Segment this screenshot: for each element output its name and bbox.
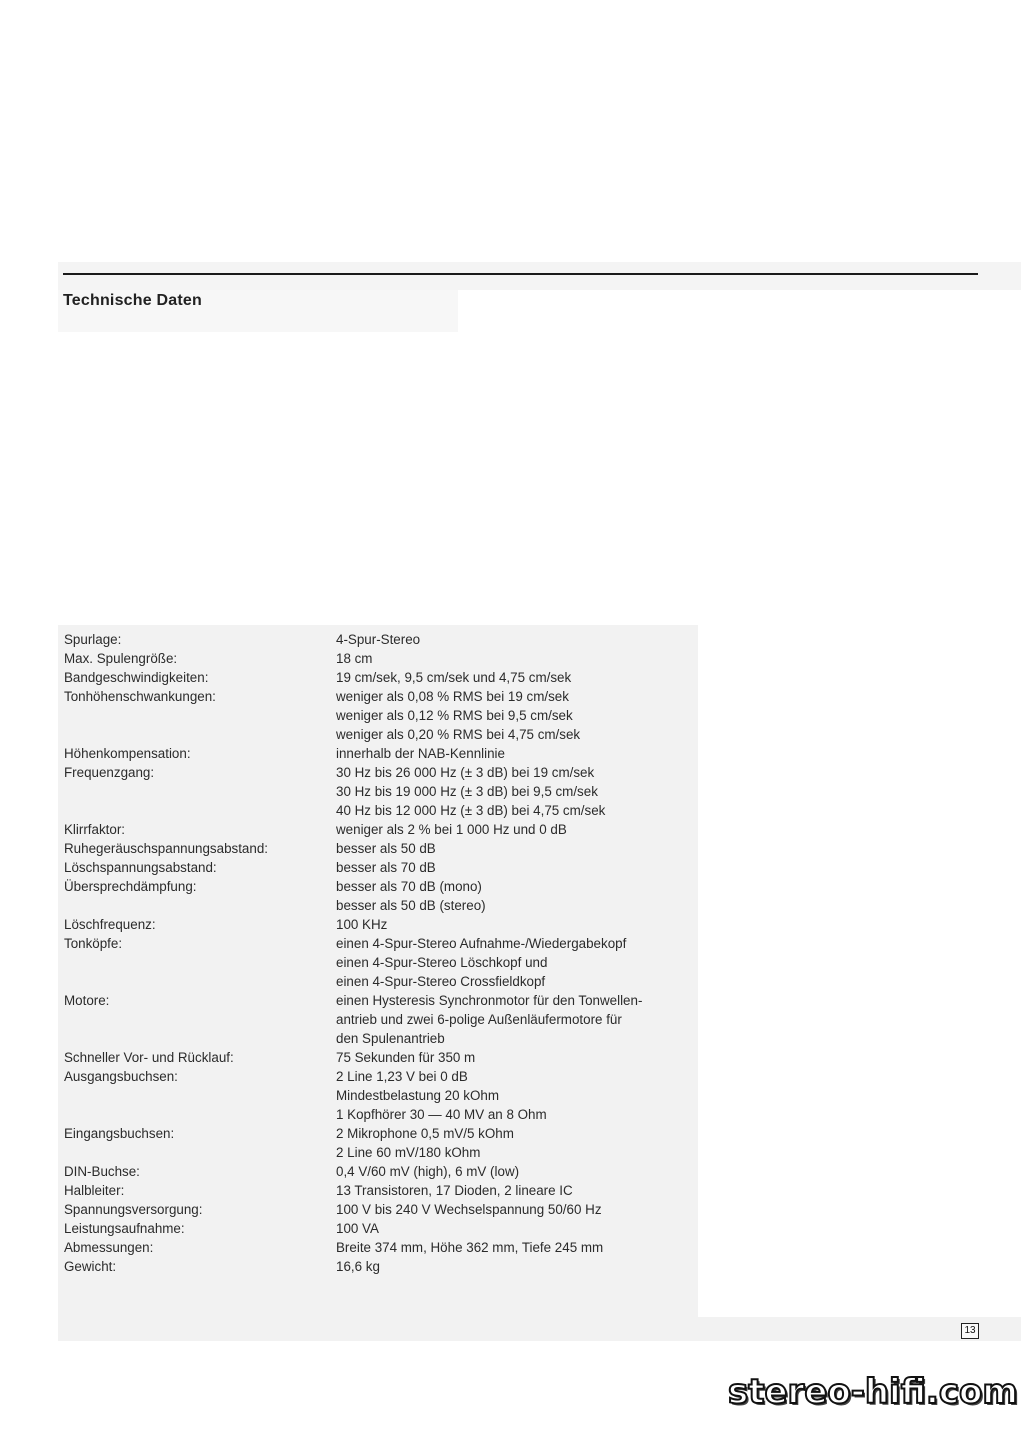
spec-label: Tonköpfe: <box>64 936 123 951</box>
spec-value: besser als 70 dB <box>336 860 436 875</box>
spec-values <box>336 1181 694 1200</box>
spec-values <box>336 858 694 877</box>
spec-values <box>336 877 694 915</box>
spec-value: besser als 50 dB (stereo) <box>336 898 486 913</box>
page-number: 13 <box>961 1323 979 1339</box>
spec-value: 2 Line 60 mV/180 kOhm <box>336 1145 481 1160</box>
spec-value: einen 4-Spur-Stereo Crossfieldkopf <box>336 974 546 989</box>
spec-label: Ruhegeräuschspannungsabstand: <box>64 841 268 856</box>
spec-label: Gewicht: <box>64 1259 117 1274</box>
spec-value: einen 4-Spur-Stereo Aufnahme-/Wiedergabekopf <box>336 936 627 951</box>
spec-row <box>64 649 694 668</box>
spec-value: weniger als 0,12 % RMS bei 9,5 cm/sek <box>336 708 573 723</box>
spec-label: Leistungsaufnahme: <box>64 1221 185 1236</box>
spec-label: Max. Spulengröße: <box>64 651 178 666</box>
spec-values <box>336 1048 694 1067</box>
spec-row <box>64 1124 694 1162</box>
spec-row <box>64 915 694 934</box>
page-title: Technische Daten <box>63 292 202 309</box>
spec-value: einen 4-Spur-Stereo Löschkopf und <box>336 955 548 970</box>
spec-label: Spannungsversorgung: <box>64 1202 203 1217</box>
spec-label: Spurlage: <box>64 632 122 647</box>
spec-label: Halbleiter: <box>64 1183 125 1198</box>
spec-values <box>336 1162 694 1181</box>
spec-values <box>336 1124 694 1162</box>
spec-value: weniger als 2 % bei 1 000 Hz und 0 dB <box>336 822 567 837</box>
spec-value: 40 Hz bis 12 000 Hz (± 3 dB) bei 4,75 cm/sek <box>336 803 606 818</box>
spec-value: 75 Sekunden für 350 m <box>336 1050 476 1065</box>
spec-label: Übersprechdämpfung: <box>64 879 197 894</box>
scan-shading-strip <box>58 1317 1021 1341</box>
spec-row <box>64 668 694 687</box>
spec-value: 1 Kopfhörer 30 — 40 MV an 8 Ohm <box>336 1107 547 1122</box>
spec-value: Breite 374 mm, Höhe 362 mm, Tiefe 245 mm <box>336 1240 604 1255</box>
spec-values <box>336 1200 694 1219</box>
spec-row <box>64 839 694 858</box>
spec-label: Motore: <box>64 993 110 1008</box>
spec-row <box>64 687 694 744</box>
spec-row <box>64 1200 694 1219</box>
spec-values <box>336 763 694 820</box>
spec-row <box>64 1181 694 1200</box>
spec-values <box>336 744 694 763</box>
spec-row <box>64 877 694 915</box>
spec-values <box>336 668 694 687</box>
spec-row <box>64 934 694 991</box>
spec-value: 19 cm/sek, 9,5 cm/sek und 4,75 cm/sek <box>336 670 572 685</box>
spec-values <box>336 1219 694 1238</box>
spec-label: Klirrfaktor: <box>64 822 126 837</box>
spec-label: Löschspannungsabstand: <box>64 860 217 875</box>
spec-value: den Spulenantrieb <box>336 1031 445 1046</box>
spec-values <box>336 1067 694 1124</box>
spec-label: Bandgeschwindigkeiten: <box>64 670 209 685</box>
spec-label: Schneller Vor- und Rücklauf: <box>64 1050 234 1065</box>
spec-values <box>336 649 694 668</box>
spec-value: einen Hysteresis Synchronmotor für den Tonwellen- <box>336 993 643 1008</box>
spec-values <box>336 1238 694 1257</box>
spec-value: 18 cm <box>336 651 373 666</box>
spec-label: Ausgangsbuchsen: <box>64 1069 178 1084</box>
spec-label: Abmessungen: <box>64 1240 154 1255</box>
spec-label: DIN-Buchse: <box>64 1164 140 1179</box>
spec-values <box>336 820 694 839</box>
spec-label: Höhenkompensation: <box>64 746 191 761</box>
spec-row <box>64 763 694 820</box>
spec-values <box>336 839 694 858</box>
spec-value: 100 VA <box>336 1221 379 1236</box>
spec-value: 2 Line 1,23 V bei 0 dB <box>336 1069 468 1084</box>
spec-value: 0,4 V/60 mV (high), 6 mV (low) <box>336 1164 520 1179</box>
spec-value: besser als 70 dB (mono) <box>336 879 482 894</box>
spec-value: 4-Spur-Stereo <box>336 632 421 647</box>
spec-value: antrieb und zwei 6-polige Außenläufermotore für <box>336 1012 622 1027</box>
spec-label: Eingangsbuchsen: <box>64 1126 175 1141</box>
spec-label: Tonhöhenschwankungen: <box>64 689 216 704</box>
spec-label: Frequenzgang: <box>64 765 155 780</box>
spec-values <box>336 1257 694 1276</box>
spec-row <box>64 991 694 1048</box>
spec-row <box>64 820 694 839</box>
spec-value: weniger als 0,08 % RMS bei 19 cm/sek <box>336 689 569 704</box>
spec-row <box>64 858 694 877</box>
spec-value: 30 Hz bis 19 000 Hz (± 3 dB) bei 9,5 cm/sek <box>336 784 598 799</box>
spec-row <box>64 744 694 763</box>
watermark-logo: stereo-hifi.com <box>728 1372 1018 1412</box>
section-rule <box>63 273 978 275</box>
spec-value: 100 V bis 240 V Wechselspannung 50/60 Hz <box>336 1202 602 1217</box>
spec-row <box>64 1219 694 1238</box>
spec-value: Mindestbelastung 20 kOhm <box>336 1088 500 1103</box>
spec-row <box>64 630 694 649</box>
spec-values <box>336 915 694 934</box>
spec-value: weniger als 0,20 % RMS bei 4,75 cm/sek <box>336 727 581 742</box>
spec-table <box>64 630 694 1276</box>
spec-label: Löschfrequenz: <box>64 917 156 932</box>
scan-shading-band <box>58 262 1021 290</box>
spec-value: 16,6 kg <box>336 1259 380 1274</box>
spec-value: 100 KHz <box>336 917 388 932</box>
spec-value: 30 Hz bis 26 000 Hz (± 3 dB) bei 19 cm/sek <box>336 765 595 780</box>
spec-value: innerhalb der NAB-Kennlinie <box>336 746 505 761</box>
spec-values <box>336 630 694 649</box>
spec-row <box>64 1067 694 1124</box>
spec-value: besser als 50 dB <box>336 841 436 856</box>
spec-value: 13 Transistoren, 17 Dioden, 2 lineare IC <box>336 1183 573 1198</box>
spec-values <box>336 934 694 991</box>
spec-value: 2 Mikrophone 0,5 mV/5 kOhm <box>336 1126 514 1141</box>
spec-row <box>64 1048 694 1067</box>
spec-row <box>64 1257 694 1276</box>
spec-values <box>336 991 694 1048</box>
spec-row <box>64 1238 694 1257</box>
spec-row <box>64 1162 694 1181</box>
spec-values <box>336 687 694 744</box>
